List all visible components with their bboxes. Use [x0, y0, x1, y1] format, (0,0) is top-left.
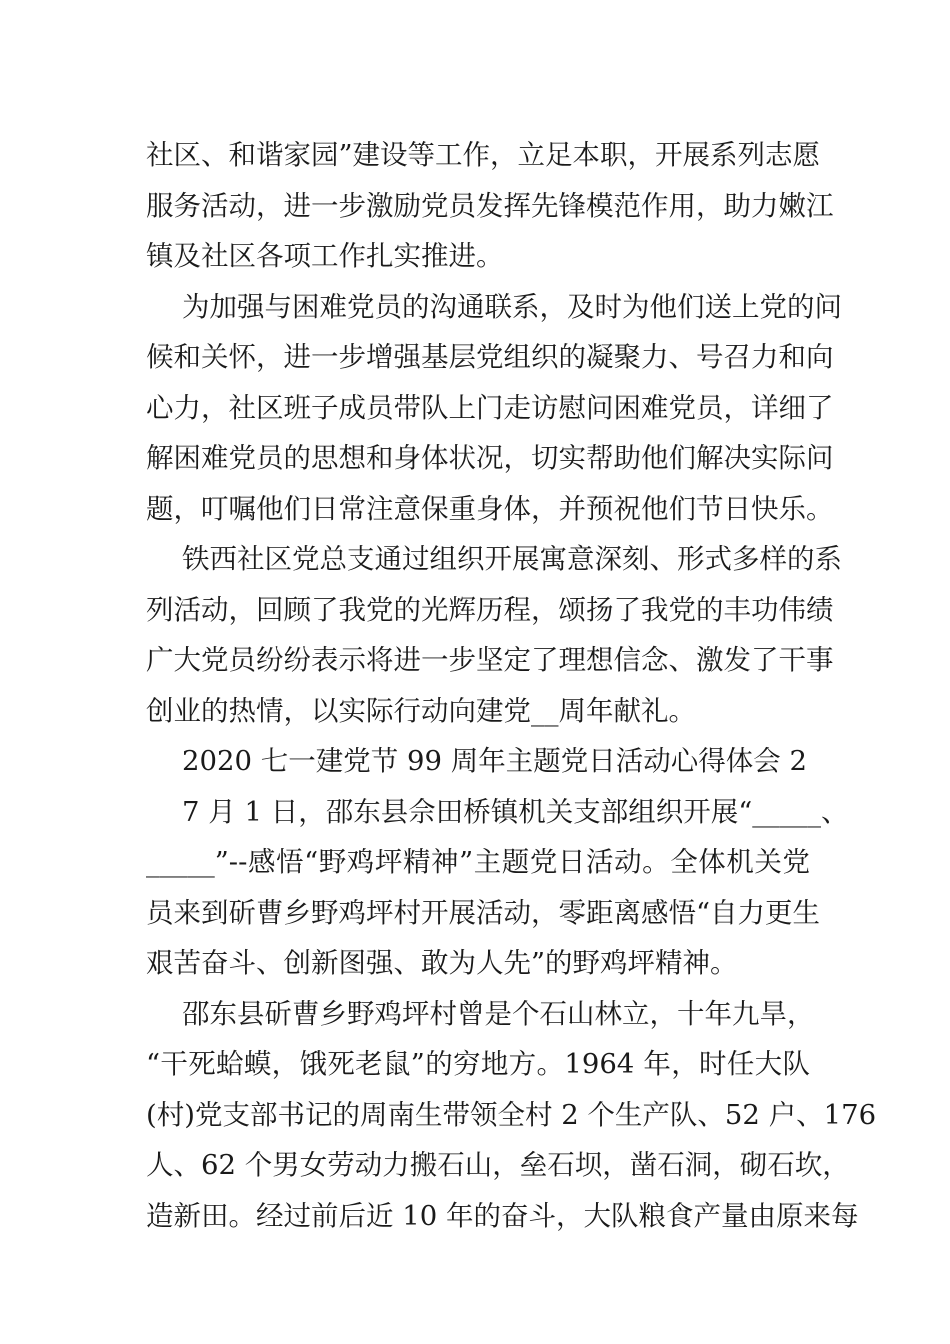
text-line: 铁西社区党总支通过组织开展寓意深刻、形式多样的系: [182, 543, 842, 575]
heading-line: 2020 七一建党节 99 周年主题党日活动心得体会 2: [182, 745, 807, 777]
text-line: 广大党员纷纷表示将进一步坚定了理想信念、激发了干事: [146, 644, 834, 676]
text-line: 人、62 个男女劳动力搬石山，垒石坝，凿石洞，砌石坎，: [146, 1149, 850, 1181]
text-line: 为加强与困难党员的沟通联系，及时为他们送上党的问: [182, 290, 842, 323]
paragraph: [146, 534, 842, 736]
text-line: 候和关怀，进一步增强基层党组织的凝聚力、号召力和向: [146, 341, 834, 373]
text-line: 社区、和谐家园”建设等工作，立足本职，开展系列志愿: [146, 139, 821, 171]
paragraph: [146, 787, 849, 989]
text-line: 员来到斫曹乡野鸡坪村开展活动，零距离感悟“自力更生: [146, 896, 821, 929]
text-line: 题，叮嘱他们日常注意保重身体，并预祝他们节日快乐。: [146, 492, 834, 525]
text-line: 创业的热情，以实际行动向建党__周年献礼。: [146, 694, 696, 727]
text-line: 7 月 1 日，邵东县佘田桥镇机关支部组织开展“_____、: [182, 795, 849, 828]
paragraph: [146, 989, 877, 1242]
text-line: “干死蛤蟆，饿死老鼠”的穷地方。1964 年，时任大队: [146, 1048, 810, 1080]
document-body: [146, 130, 877, 1241]
paragraph: [146, 130, 834, 282]
text-line: 解困难党员的思想和身体状况，切实帮助他们解决实际问: [146, 442, 834, 474]
text-line: 邵东县斫曹乡野鸡坪村曾是个石山林立，十年九旱，: [182, 997, 815, 1030]
text-line: 镇及社区各项工作扎实推进。: [146, 240, 504, 272]
section-heading: [146, 736, 810, 787]
text-line: _____”--感悟“野鸡坪精神”主题党日活动。全体机关党: [146, 846, 810, 878]
text-line: 服务活动，进一步激励党员发挥先锋模范作用，助力嫩江: [146, 189, 834, 222]
text-line: (村)党支部书记的周南生带领全村 2 个生产队、52 户、176: [146, 1098, 877, 1131]
text-line: 心力，社区班子成员带队上门走访慰问困难党员，详细了: [146, 391, 834, 424]
text-line: 艰苦奋斗、创新图强、敢为人先”的野鸡坪精神。: [146, 947, 738, 979]
text-line: 造新田。经过前后近 10 年的奋斗，大队粮食产量由原来每: [146, 1199, 859, 1232]
paragraph: [146, 282, 842, 535]
text-line: 列活动，回顾了我党的光辉历程，颂扬了我党的丰功伟绩: [146, 593, 834, 626]
